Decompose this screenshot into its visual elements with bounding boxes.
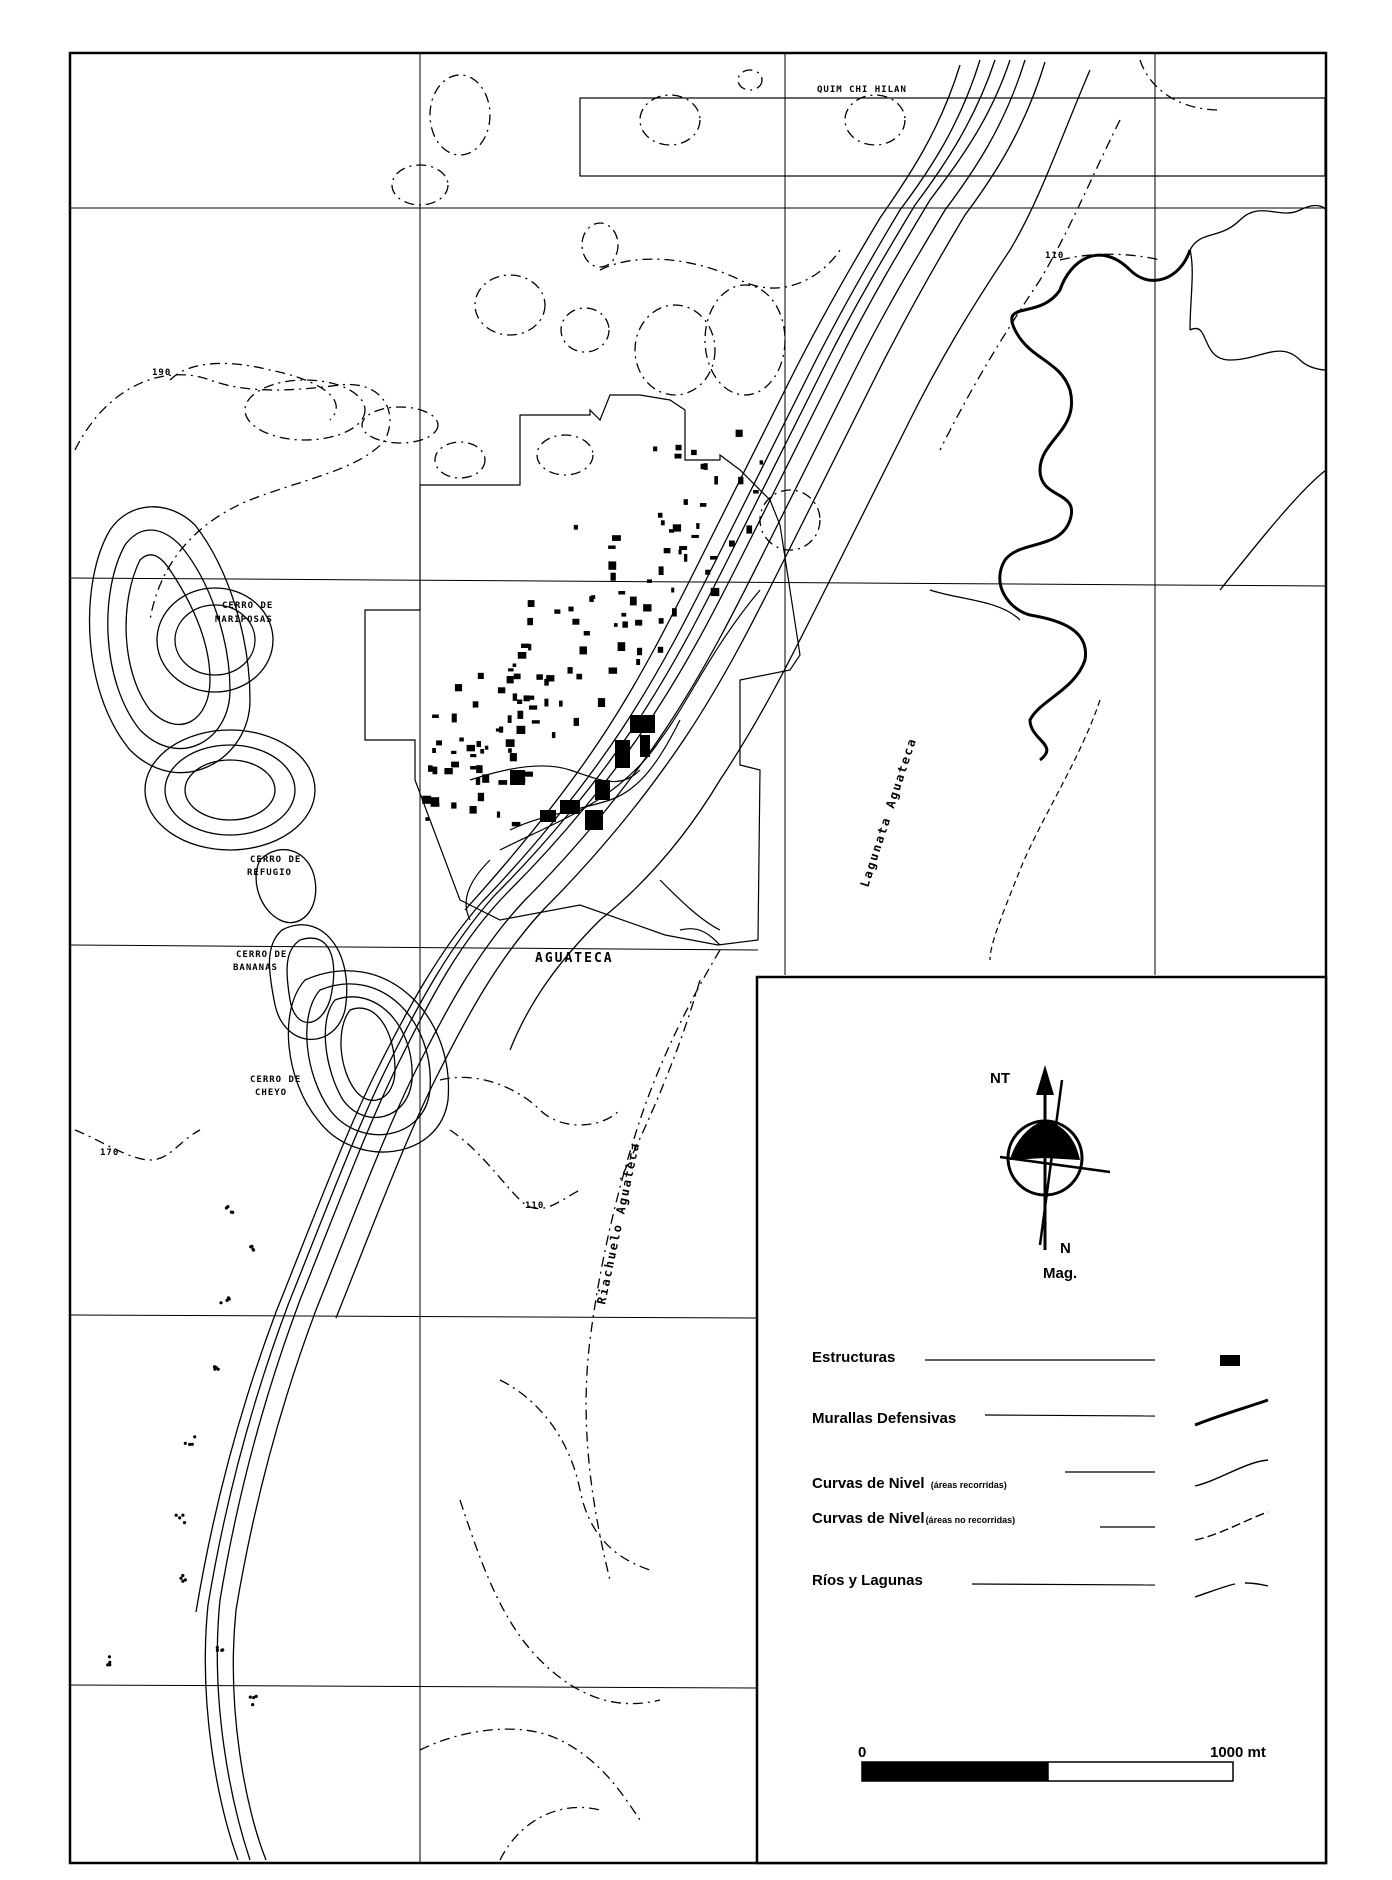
structure-mark (630, 597, 637, 606)
dot-mark (219, 1301, 222, 1304)
structure-mark (676, 445, 682, 451)
structure-mark (736, 430, 743, 437)
structure-mark (455, 684, 462, 691)
scale-bar-black (862, 1762, 1048, 1781)
structure-mark (637, 648, 642, 655)
structure-mark (506, 739, 515, 747)
structure-mark (425, 817, 429, 821)
north-mag-label-n: N (1060, 1240, 1071, 1257)
contour-label-110-top: 110 (1045, 251, 1065, 261)
label-cerro-mariposas-2: MARIPOSAS (215, 615, 273, 625)
structure-mark (517, 700, 522, 705)
central-structures (466, 590, 760, 945)
structure-mark (451, 751, 456, 754)
dot-mark (193, 1435, 196, 1438)
structure-mark (574, 525, 578, 530)
structure-mark (528, 600, 535, 607)
dot-mark (213, 1368, 216, 1371)
structure-mark (513, 664, 517, 668)
structure-mark (738, 477, 743, 485)
structure-mark (451, 762, 459, 768)
dot-mark (231, 1211, 234, 1214)
label-riachuelo-aguateca: Riachuelo Aguateca (594, 1140, 643, 1306)
dot-mark (249, 1696, 252, 1699)
scale-start-label: 0 (858, 1744, 867, 1761)
structure-mark (514, 674, 521, 680)
structure-mark (691, 535, 699, 538)
structure-mark (430, 797, 439, 804)
structure-mark (614, 623, 618, 627)
dot-mark (181, 1574, 184, 1577)
structure-mark (671, 588, 674, 593)
structure-mark (746, 525, 752, 533)
structure-mark (428, 765, 433, 772)
structure-mark (659, 566, 664, 575)
structure-mark (527, 618, 533, 625)
dot-mark (228, 1297, 231, 1300)
dot-mark (251, 1248, 254, 1251)
structure-mark (544, 699, 548, 707)
label-quim-chi-hilan: QUIM CHI HILAN (817, 85, 907, 95)
structure-mark (444, 768, 452, 774)
structure-mark (653, 447, 657, 452)
structure-mark (432, 715, 439, 719)
structure-mark (497, 812, 500, 818)
structure-mark (470, 766, 476, 770)
structure-mark (476, 778, 480, 785)
structure-mark (508, 668, 513, 671)
structure-mark (673, 524, 681, 531)
structure-mark (422, 796, 431, 804)
structure-mark (584, 631, 590, 636)
structure-mark (658, 513, 663, 518)
structure-mark (518, 711, 524, 719)
structure-mark (554, 609, 560, 613)
structure-mark (477, 741, 482, 747)
structure-mark (621, 613, 626, 617)
structure-mark (508, 715, 512, 723)
riachuelo-contours (420, 950, 720, 1860)
structure-mark (568, 667, 573, 674)
structure-mark (635, 620, 642, 626)
dot-mark (191, 1443, 194, 1446)
structure-mark (498, 780, 507, 785)
structure-mark (480, 749, 484, 754)
structure-mark (664, 548, 671, 553)
structure-mark (618, 642, 626, 651)
structure-mark (467, 745, 475, 751)
label-cerro-bananas-2: BANANAS (233, 963, 278, 973)
structure-mark (572, 619, 579, 625)
structure-mark (705, 570, 710, 575)
dot-mark (108, 1655, 111, 1658)
structure-mark (536, 674, 543, 680)
label-cerro-mariposas-1: CERRO DE (222, 601, 274, 611)
structure-mark (700, 503, 707, 507)
structure-mark (568, 607, 573, 612)
label-cerro-refugio-2: REFUGIO (247, 868, 292, 878)
structure-mark (691, 450, 697, 455)
label-cerro-cheyo-1: CERRO DE (250, 1075, 302, 1085)
structure-mark (611, 573, 616, 581)
structure-mark (612, 535, 621, 541)
structure-mark (574, 718, 579, 726)
structure-mark (609, 668, 618, 674)
structure-mark (760, 460, 764, 464)
outer-contours (510, 70, 1160, 1050)
structure-mark (473, 701, 479, 707)
contour-label-170: 170 (100, 1148, 120, 1158)
structure-mark (659, 618, 664, 624)
legend-curvas-recorridas-label: Curvas de Nivel (áreas recorridas) (812, 1475, 1007, 1492)
legend-estructuras-label: Estructuras (812, 1349, 896, 1366)
site-enclosure (365, 395, 800, 945)
legend-panel (757, 977, 1326, 1863)
structure-mark (510, 753, 517, 761)
structure-mark (753, 490, 759, 494)
structure-mark (679, 546, 687, 550)
structure-mark (529, 705, 537, 709)
north-depressions (392, 60, 1220, 550)
dot-mark (220, 1649, 223, 1652)
label-cerro-refugio-1: CERRO DE (250, 855, 302, 865)
structure-mark (532, 720, 540, 723)
structure-mark (658, 647, 663, 653)
structure-mark (478, 673, 484, 679)
structure-mark (661, 520, 665, 525)
structure-mark (559, 701, 563, 707)
scale-end-label: 1000 mt (1210, 1744, 1266, 1761)
structure-mark (679, 550, 682, 555)
dot-mark (179, 1577, 182, 1580)
label-cerro-cheyo-2: CHEYO (255, 1088, 288, 1098)
structures (422, 430, 763, 827)
north-true-label: NT (990, 1070, 1010, 1087)
structure-mark (552, 732, 556, 738)
structure-mark (704, 463, 708, 470)
dot-mark (249, 1245, 252, 1248)
label-lagunata-aguateca: Lagunata Aguateca (857, 735, 920, 889)
structure-mark (459, 738, 464, 742)
dot-mark (183, 1521, 186, 1524)
structure-mark (580, 646, 588, 654)
structure-mark (643, 604, 651, 611)
structure-mark (618, 591, 625, 595)
structure-mark (452, 714, 457, 723)
structure-mark (714, 476, 718, 484)
structure-mark (517, 726, 526, 734)
structure-mark (598, 698, 605, 707)
dot-mark (251, 1703, 254, 1706)
structure-mark (478, 793, 484, 801)
eastern-river (930, 206, 1326, 960)
legend-murallas-label: Murallas Defensivas (812, 1410, 957, 1427)
structure-mark (433, 767, 438, 775)
structure-mark (528, 644, 531, 650)
structure-mark (608, 546, 616, 549)
structure-mark (608, 561, 616, 569)
structure-mark (672, 608, 677, 616)
structure-mark (470, 806, 477, 814)
structure-mark (513, 693, 517, 700)
structure-mark (647, 579, 652, 583)
structure-mark (622, 621, 628, 627)
legend-curvas-no-recorridas-label: Curvas de Nivel(áreas no recorridas) (812, 1510, 1016, 1527)
structure-mark (496, 728, 501, 731)
dot-mark (216, 1646, 219, 1649)
structure-mark (527, 696, 534, 700)
structure-mark (546, 675, 554, 681)
dot-mark (225, 1206, 228, 1209)
structure-mark (591, 595, 595, 599)
dot-mark (181, 1514, 184, 1517)
structure-mark (696, 523, 699, 529)
structure-mark (518, 652, 527, 659)
structure-mark (729, 541, 735, 547)
legend-structure-symbol (1220, 1355, 1240, 1366)
structure-mark (684, 554, 687, 562)
dot-clusters (106, 1205, 258, 1706)
structure-mark (498, 687, 505, 693)
structure-mark (684, 499, 688, 505)
structure-mark (451, 802, 456, 808)
dot-mark (108, 1663, 111, 1666)
dot-mark (255, 1695, 258, 1698)
structure-mark (710, 556, 717, 560)
contour-label-190: 190 (152, 368, 172, 378)
dot-mark (184, 1578, 187, 1581)
dot-mark (175, 1514, 178, 1517)
structure-mark (436, 740, 442, 745)
label-aguateca: AGUATECA (535, 951, 614, 966)
structure-mark (432, 748, 436, 753)
structure-mark (508, 748, 512, 753)
structure-mark (470, 754, 476, 757)
structure-mark (525, 772, 533, 777)
scale-bar-white (1048, 1762, 1233, 1781)
contour-label-110-bottom: 110 (525, 1201, 545, 1211)
structure-mark (507, 676, 514, 683)
structure-mark (711, 588, 720, 596)
north-mag-label-mag: Mag. (1043, 1265, 1078, 1282)
dot-mark (216, 1649, 219, 1652)
legend-rios-label: Ríos y Lagunas (812, 1572, 923, 1589)
structure-mark (476, 765, 482, 773)
structure-mark (576, 674, 582, 680)
dot-mark (178, 1516, 181, 1519)
structure-mark (485, 746, 488, 750)
structure-mark (636, 659, 640, 665)
dot-mark (184, 1442, 187, 1445)
structure-mark (675, 454, 682, 459)
label-cerro-bananas-1: CERRO DE (236, 950, 288, 960)
